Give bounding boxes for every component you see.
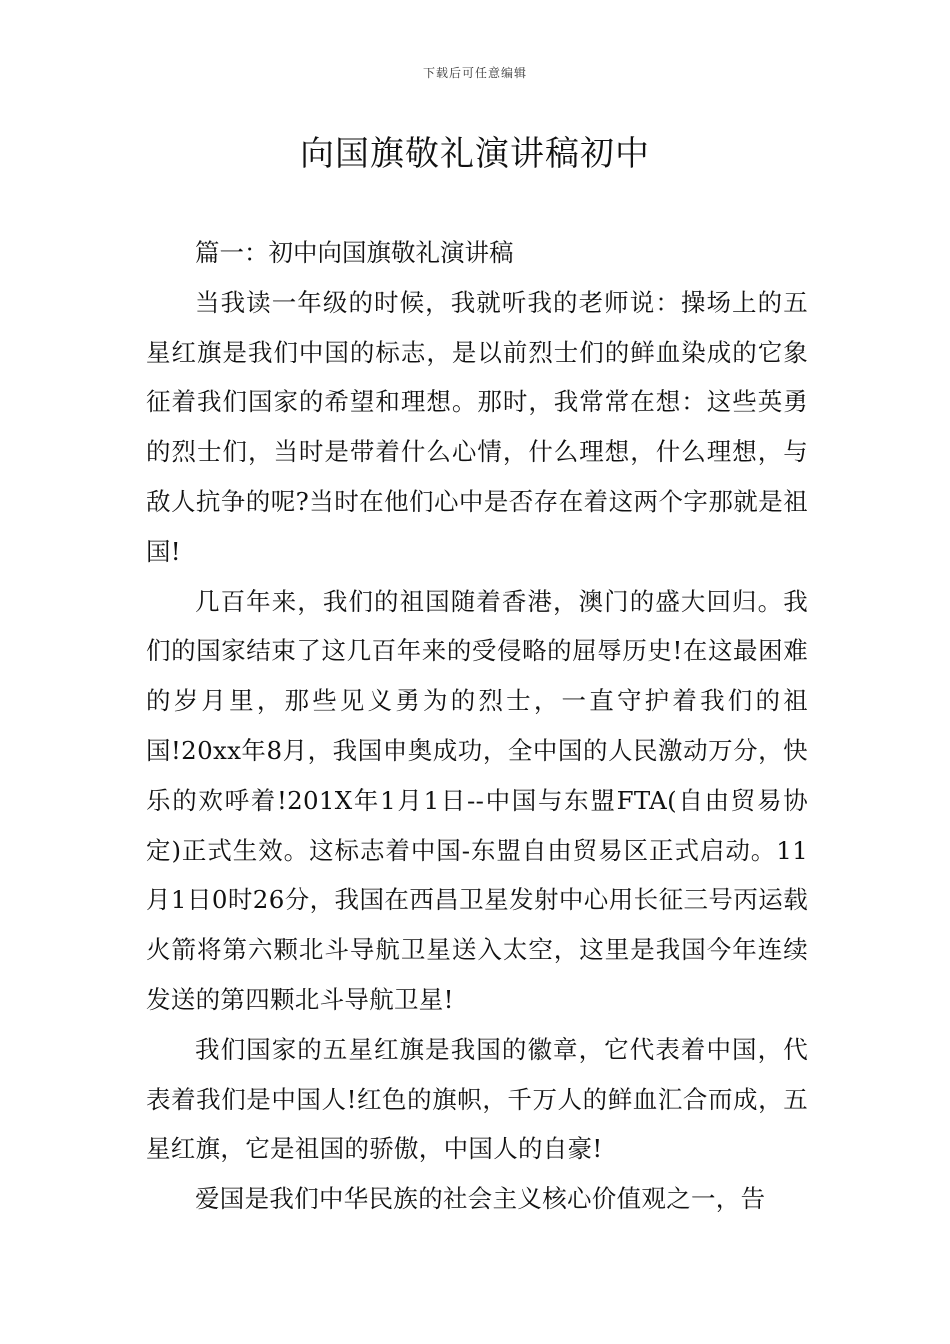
section-heading: 篇一：初中向国旗敬礼演讲稿 bbox=[195, 238, 514, 267]
paragraph-1: 当我读一年级的时候，我就听我的老师说：操场上的五星红旗是我们中国的标志，是以前烈士们的鲜血染成的它象征着我们国家的希望和理想。那时，我常常在想：这些英勇的烈士们，当时是带着什么心情，什么理想，什么理想，与敌人抗争的呢?当时在他们心中是否存在着这两个字那就是祖国! bbox=[146, 287, 808, 566]
paragraph-4: 爱国是我们中华民族的社会主义核心价值观之一，告 bbox=[195, 1184, 766, 1214]
paragraph-3: 我们国家的五星红旗是我国的徽章，它代表着中国，代表着我们是中国人!红色的旗帜，千万人的鲜血汇合而成，五星红旗，它是祖国的骄傲，中国人的自豪! bbox=[146, 1034, 808, 1164]
document-title: 向国旗敬礼演讲稿初中 bbox=[300, 134, 650, 174]
paragraph-2: 几百年来，我们的祖国随着香港，澳门的盛大回归。我们的国家结束了这几百年来的受侵略的屈辱历史!在这最困难的岁月里，那些见义勇为的烈士，一直守护着我们的祖国!20xx年8月，我国申奥成功，全中国的人民激动万分，快乐的欢呼着!201X年1月1日--中国与东盟FTA(自由贸易协定)正式生效。这标志着中国-东盟自由贸易区正式启动。11月1日0时26分，我国在西昌卫星发射中心用长征三号丙运载火箭将第六颗北斗导航卫星送入太空，这里是我国今年连续发送的第四颗北斗导航卫星! bbox=[146, 586, 808, 1014]
header-note: 下载后可任意编辑 bbox=[422, 66, 527, 80]
document-body bbox=[146, 228, 808, 1224]
